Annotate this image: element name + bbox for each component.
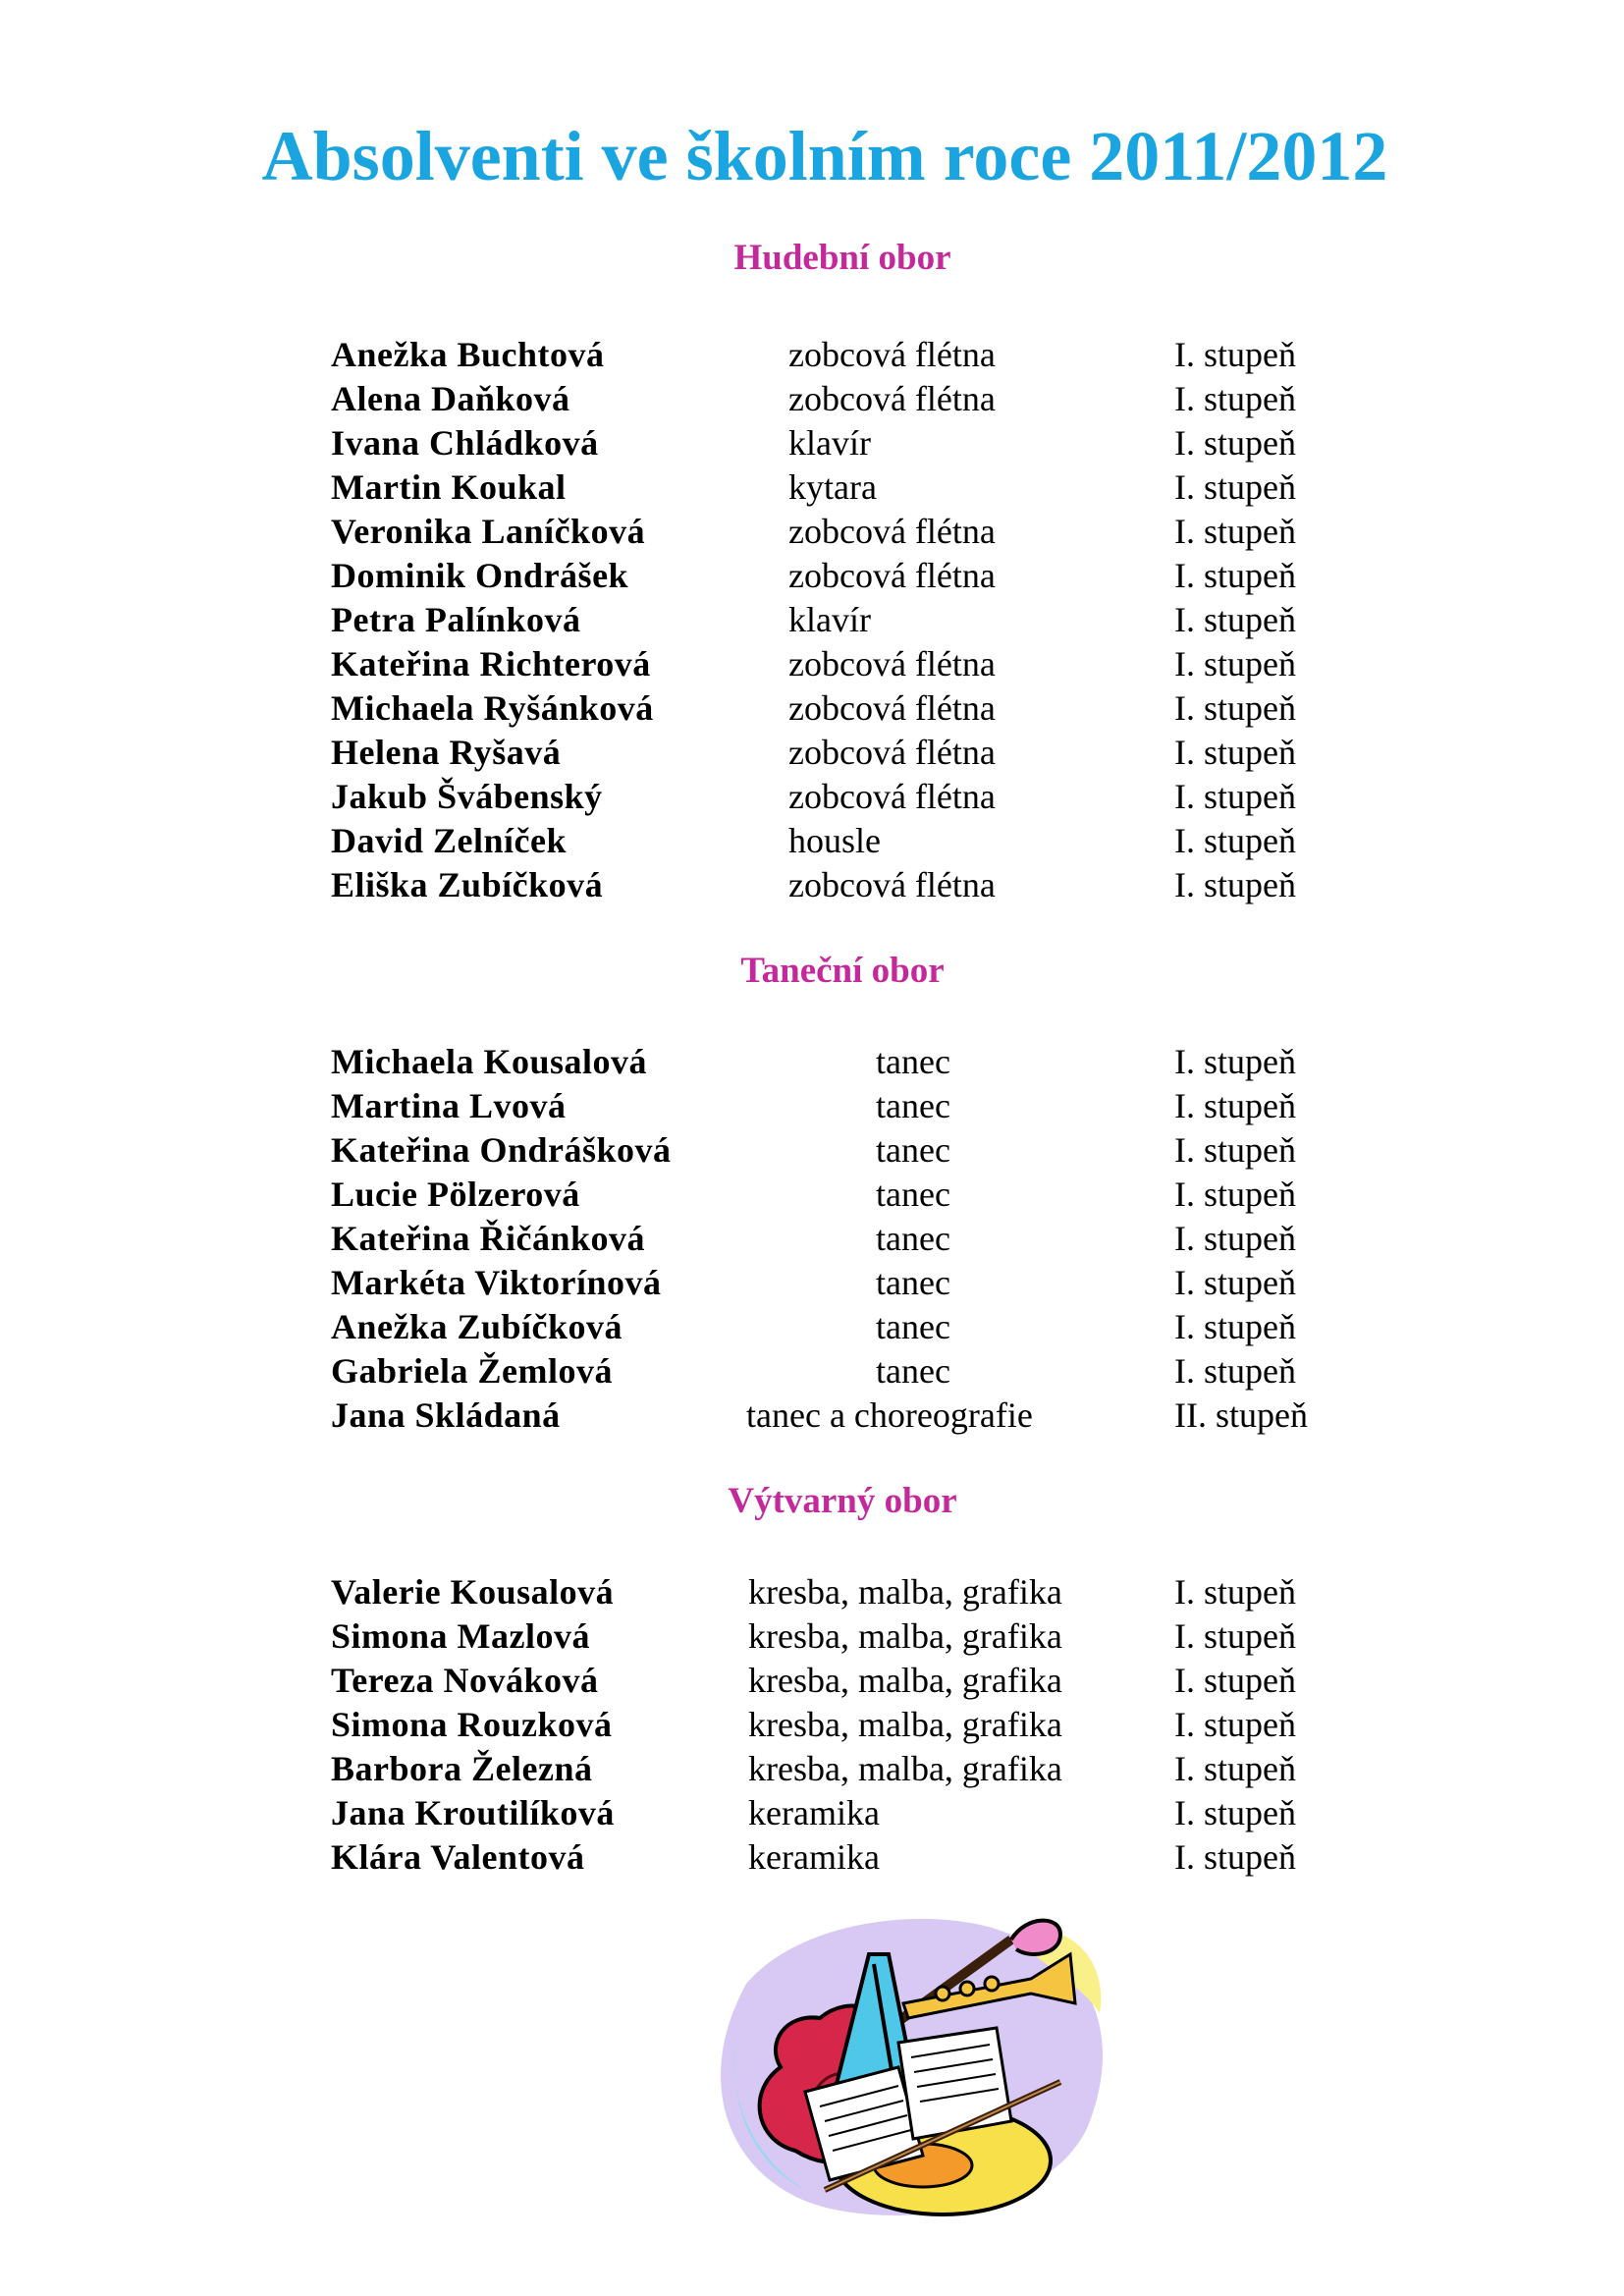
student-level: I. stupeň — [1174, 600, 1296, 639]
student-subject: tanec — [876, 1263, 950, 1302]
student-name: Michaela Kousalová — [331, 1042, 647, 1081]
student-level: I. stupeň — [1174, 1616, 1296, 1656]
table-row — [0, 775, 1624, 819]
student-subject: kresba, malba, grafika — [748, 1572, 1062, 1612]
student-name: Jana Kroutilíková — [331, 1793, 615, 1832]
student-level: I. stupeň — [1174, 1705, 1296, 1744]
student-subject: klavír — [788, 600, 871, 639]
student-subject: zobcová flétna — [788, 556, 996, 595]
table-row — [0, 333, 1624, 377]
student-name: Martina Lvová — [331, 1086, 567, 1125]
student-level: I. stupeň — [1174, 1175, 1296, 1214]
table-row — [0, 1173, 1624, 1217]
student-level: I. stupeň — [1174, 1042, 1296, 1081]
student-name: Kateřina Ondrášková — [331, 1130, 672, 1170]
student-level: I. stupeň — [1174, 335, 1296, 374]
student-name: Anežka Buchtová — [331, 335, 605, 374]
student-name: Jana Skládaná — [331, 1395, 561, 1435]
student-subject: tanec — [876, 1219, 950, 1258]
student-name: Alena Daňková — [331, 379, 570, 418]
student-level: I. stupeň — [1174, 1263, 1296, 1302]
table-row — [0, 1703, 1624, 1747]
student-subject: kytara — [788, 467, 877, 507]
student-subject: kresba, malba, grafika — [748, 1616, 1062, 1656]
page-title: Absolventi ve školním roce 2011/2012 — [261, 117, 1388, 195]
table-row — [0, 1791, 1624, 1835]
student-level: I. stupeň — [1174, 688, 1296, 728]
student-name: David Zelníček — [331, 821, 568, 860]
table-row — [0, 1570, 1624, 1614]
student-level: I. stupeň — [1174, 1307, 1296, 1346]
student-name: Ivana Chládková — [331, 423, 599, 463]
student-level: I. stupeň — [1174, 1351, 1296, 1391]
student-level: I. stupeň — [1174, 423, 1296, 463]
student-level: I. stupeň — [1174, 379, 1296, 418]
student-name: Barbora Železná — [331, 1749, 593, 1788]
student-level: I. stupeň — [1174, 512, 1296, 551]
student-level: I. stupeň — [1174, 1793, 1296, 1832]
student-name: Markéta Viktorínová — [331, 1263, 662, 1302]
student-subject: tanec — [876, 1307, 950, 1346]
table-row — [0, 421, 1624, 465]
table-row — [0, 686, 1624, 731]
student-subject: keramika — [748, 1837, 880, 1877]
table-row — [0, 1394, 1624, 1438]
student-name: Lucie Pölzerová — [331, 1175, 580, 1214]
student-subject: kresba, malba, grafika — [748, 1661, 1062, 1700]
table-row — [0, 377, 1624, 421]
table-row — [0, 1128, 1624, 1173]
student-name: Jakub Švábenský — [331, 777, 603, 816]
student-name: Tereza Nováková — [331, 1661, 599, 1700]
student-name: Gabriela Žemlová — [331, 1351, 613, 1391]
student-name: Simona Mazlová — [331, 1616, 590, 1656]
student-subject: tanec — [876, 1086, 950, 1125]
student-subject: zobcová flétna — [788, 865, 996, 904]
table-row — [0, 1835, 1624, 1880]
table-row — [0, 1084, 1624, 1128]
table-row — [0, 1349, 1624, 1394]
student-level: I. stupeň — [1174, 644, 1296, 683]
student-level: I. stupeň — [1174, 1837, 1296, 1877]
student-name: Kateřina Řičánková — [331, 1219, 645, 1258]
student-subject: tanec — [876, 1042, 950, 1081]
student-subject: zobcová flétna — [788, 688, 996, 728]
section-heading-dance: Taneční obor — [740, 951, 945, 991]
student-level: I. stupeň — [1174, 1086, 1296, 1125]
student-subject: tanec — [876, 1175, 950, 1214]
student-subject: zobcová flétna — [788, 644, 996, 683]
student-name: Martin Koukal — [331, 467, 567, 507]
table-row — [0, 642, 1624, 686]
student-name: Helena Ryšavá — [331, 733, 562, 772]
student-level: I. stupeň — [1174, 1661, 1296, 1700]
student-level: I. stupeň — [1174, 865, 1296, 904]
student-subject: zobcová flétna — [788, 379, 996, 418]
student-name: Valerie Kousalová — [331, 1572, 615, 1612]
student-subject: housle — [788, 821, 881, 860]
table-row — [0, 598, 1624, 642]
student-subject: zobcová flétna — [788, 777, 996, 816]
student-subject: kresba, malba, grafika — [748, 1749, 1062, 1788]
student-name: Kateřina Richterová — [331, 644, 651, 683]
table-row — [0, 819, 1624, 863]
student-name: Dominik Ondrášek — [331, 556, 629, 595]
table-row — [0, 1659, 1624, 1703]
student-level: I. stupeň — [1174, 467, 1296, 507]
table-row — [0, 863, 1624, 907]
table-row — [0, 1614, 1624, 1659]
table-row — [0, 1261, 1624, 1305]
student-subject: zobcová flétna — [788, 512, 996, 551]
table-row — [0, 731, 1624, 775]
student-subject: tanec — [876, 1351, 950, 1391]
student-name: Michaela Ryšánková — [331, 688, 654, 728]
student-name: Simona Rouzková — [331, 1705, 613, 1744]
student-level: I. stupeň — [1174, 1572, 1296, 1612]
student-name: Veronika Laníčková — [331, 512, 646, 551]
student-level: II. stupeň — [1174, 1395, 1308, 1435]
student-subject: klavír — [788, 423, 871, 463]
student-subject: kresba, malba, grafika — [748, 1705, 1062, 1744]
section-heading-art: Výtvarný obor — [728, 1481, 957, 1521]
table-row — [0, 554, 1624, 598]
student-name: Klára Valentová — [331, 1837, 585, 1877]
student-level: I. stupeň — [1174, 1130, 1296, 1170]
student-level: I. stupeň — [1174, 777, 1296, 816]
section-heading-music: Hudební obor — [733, 238, 951, 278]
table-row — [0, 1217, 1624, 1261]
student-level: I. stupeň — [1174, 733, 1296, 772]
student-level: I. stupeň — [1174, 556, 1296, 595]
student-subject: tanec a choreografie — [746, 1395, 1033, 1435]
student-subject: tanec — [876, 1130, 950, 1170]
table-row — [0, 465, 1624, 510]
student-level: I. stupeň — [1174, 1749, 1296, 1788]
student-name: Eliška Zubíčková — [331, 865, 604, 904]
student-level: I. stupeň — [1174, 1219, 1296, 1258]
table-row — [0, 1040, 1624, 1084]
table-row — [0, 510, 1624, 554]
table-row — [0, 1747, 1624, 1791]
student-subject: zobcová flétna — [788, 733, 996, 772]
student-subject: keramika — [748, 1793, 880, 1832]
music-instruments-clipart — [687, 1895, 1119, 2229]
student-level: I. stupeň — [1174, 821, 1296, 860]
student-name: Petra Palínková — [331, 600, 581, 639]
table-row — [0, 1305, 1624, 1349]
student-subject: zobcová flétna — [788, 335, 996, 374]
student-name: Anežka Zubíčková — [331, 1307, 623, 1346]
